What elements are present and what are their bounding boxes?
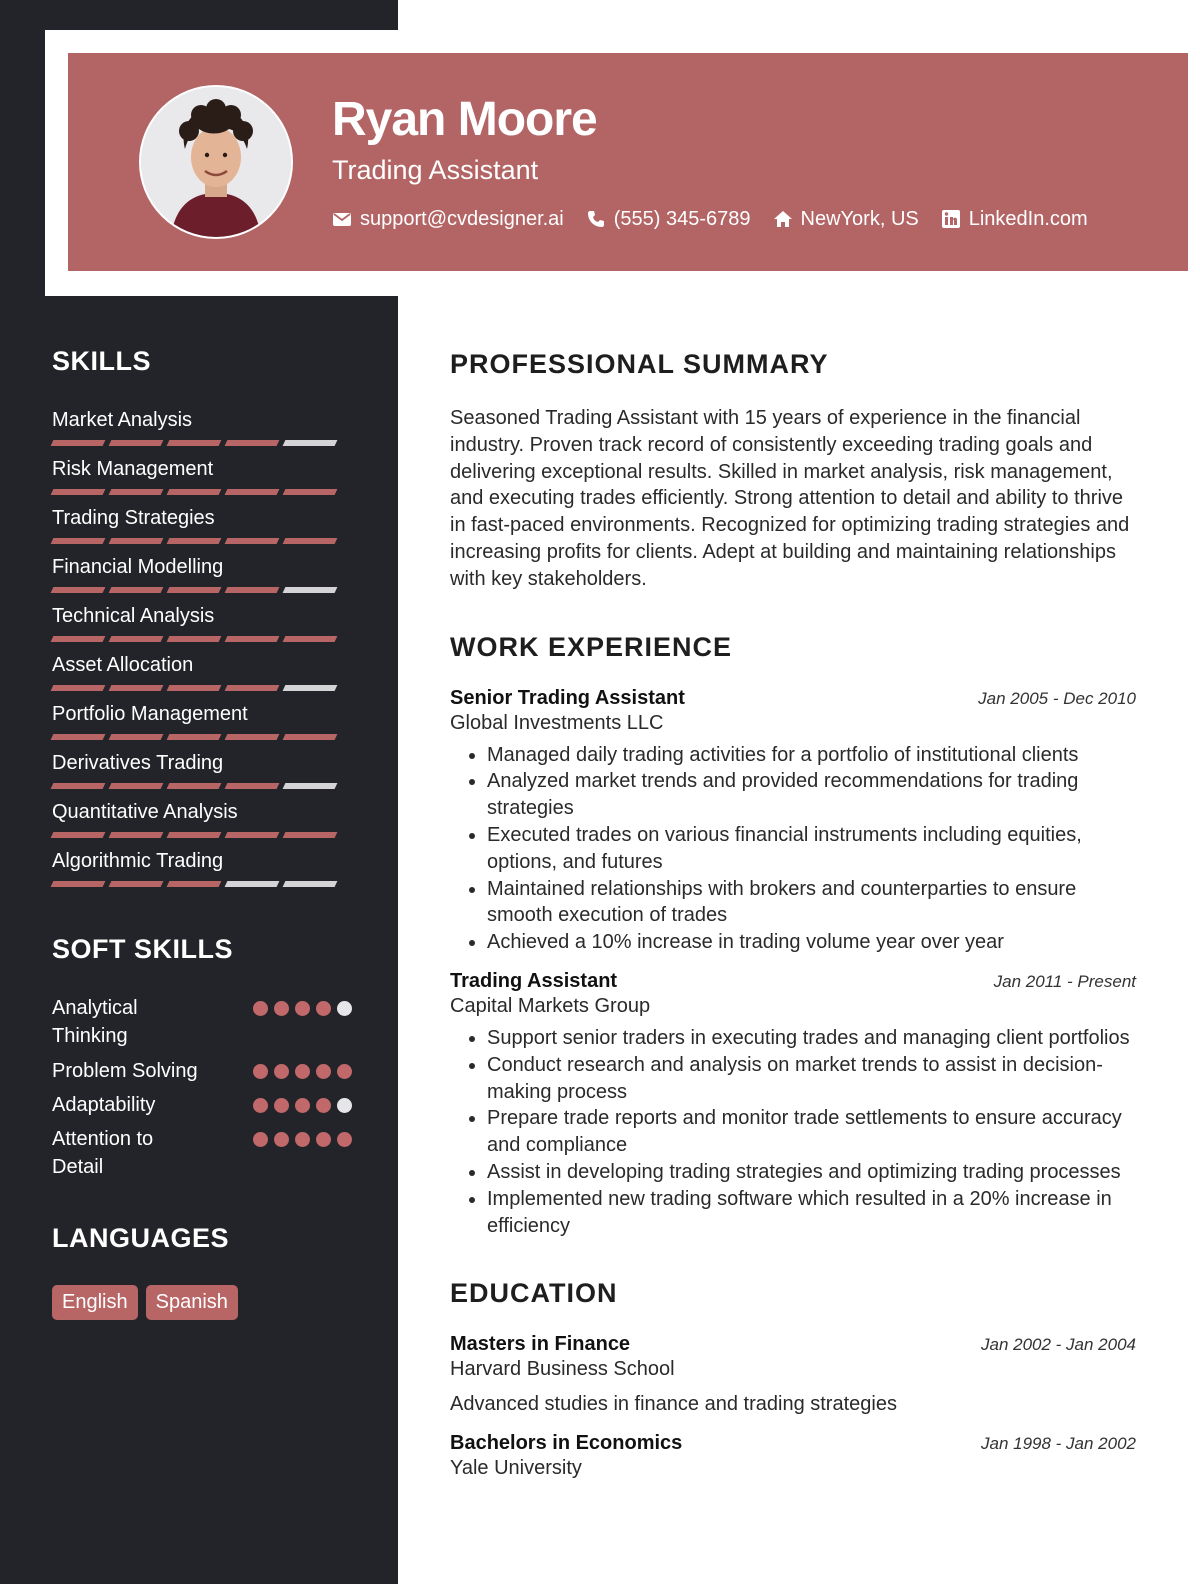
summary-text: Seasoned Trading Assistant with 15 years of experience in the financial industry. Proven track record of consistently exceeding trading goals and delivering exceptional results. Skilled in market analysis, risk management, and executing trades efficiently. Strong attention to detail and ability to thrive in fast-paced environments. Recognized for optimizing trading strategies and increasing profits for clients. Adept at building and maintaining relationships with key stakeholders. [450, 407, 1130, 590]
education-school: Harvard Business School [450, 1358, 675, 1381]
experience-header [450, 687, 1136, 710]
contact-email[interactable] [332, 208, 564, 231]
skill-rating-segment [51, 538, 106, 544]
skill-rating-segment [283, 440, 338, 446]
avatar [139, 85, 293, 239]
skills-list [52, 406, 352, 896]
soft-skill-rating [253, 1001, 352, 1016]
skill-rating-segment [167, 734, 222, 740]
skill-item [52, 553, 352, 602]
skill-item [52, 700, 352, 749]
rating-dot [337, 1064, 352, 1079]
rating-dot [253, 1098, 268, 1113]
skill-label: Financial Modelling [52, 556, 224, 578]
skill-rating-segment [51, 440, 106, 446]
rating-dot [274, 1132, 289, 1147]
job-role: Trading Assistant [450, 969, 618, 992]
job-company: Global Investments LLC [450, 711, 664, 734]
skill-rating-segment [51, 783, 106, 789]
skill-rating-bar [52, 636, 352, 642]
soft-skill-label: Problem Solving [52, 1060, 198, 1082]
languages-heading: LANGUAGES [52, 1223, 230, 1253]
job-bullet: • Assist in developing trading strategies and optimizing trading processes [487, 1159, 1136, 1186]
job-bullet: • Managed daily trading activities for a portfolio of institutional clients [487, 742, 1136, 769]
skill-rating-segment [109, 636, 164, 642]
job-company: Capital Markets Group [450, 994, 651, 1017]
soft-skill-label: Adaptability [52, 1094, 156, 1116]
education-date: Jan 2002 - Jan 2004 [980, 1335, 1136, 1355]
language-badge: Spanish [146, 1285, 238, 1320]
skill-item [52, 749, 352, 798]
skill-rating-segment [167, 538, 222, 544]
skill-rating-segment [109, 440, 164, 446]
skill-rating-segment [225, 587, 280, 593]
skill-rating-segment [225, 685, 280, 691]
experience-heading: WORK EXPERIENCE [450, 631, 733, 662]
soft-skill-item [52, 1091, 352, 1125]
rating-dot [337, 1098, 352, 1113]
education-header [450, 1333, 1136, 1356]
skill-rating-segment [225, 489, 280, 495]
rating-dot [253, 1001, 268, 1016]
skill-rating-bar [52, 734, 352, 740]
soft-skill-label: Attention to Detail [52, 1128, 154, 1178]
skill-label: Algorithmic Trading [52, 850, 224, 872]
skill-rating-bar [52, 832, 352, 838]
rating-dot [253, 1064, 268, 1079]
education-degree: Bachelors in Economics [450, 1432, 683, 1455]
skill-rating-segment [167, 881, 222, 887]
experience-list [450, 687, 1136, 1240]
contact-phone-text: (555) 345-6789 [613, 207, 751, 230]
contact-location [773, 208, 919, 231]
skill-rating-segment [109, 538, 164, 544]
skill-item [52, 602, 352, 651]
soft-skill-rating [253, 1098, 352, 1113]
skill-label: Technical Analysis [52, 605, 215, 627]
skill-item [52, 406, 352, 455]
skill-rating-segment [109, 489, 164, 495]
skill-rating-segment [283, 881, 338, 887]
rating-dot [337, 1132, 352, 1147]
education-heading: EDUCATION [450, 1278, 618, 1309]
rating-dot [295, 1064, 310, 1079]
skill-rating-segment [167, 636, 222, 642]
candidate-name: Ryan Moore [332, 93, 597, 146]
job-bullets [450, 1025, 1136, 1239]
linkedin-icon [941, 209, 961, 229]
skill-rating-segment [51, 685, 106, 691]
skill-label: Quantitative Analysis [52, 801, 238, 823]
soft-skills-heading: SOFT SKILLS [52, 934, 233, 964]
skill-label: Portfolio Management [52, 703, 248, 725]
skill-rating-bar [52, 538, 352, 544]
skill-rating-segment [109, 734, 164, 740]
education-school: Yale University [450, 1457, 582, 1480]
summary-heading: PROFESSIONAL SUMMARY [450, 349, 829, 379]
skill-label: Risk Management [52, 458, 214, 480]
languages-list [52, 1285, 238, 1320]
rating-dot [295, 1132, 310, 1147]
skill-rating-segment [225, 734, 280, 740]
main-content [450, 340, 1136, 1482]
phone-icon [586, 209, 606, 229]
experience-item [450, 970, 1136, 1239]
skill-rating-bar [52, 881, 352, 887]
rating-dot [295, 1001, 310, 1016]
skill-rating-segment [109, 832, 164, 838]
home-icon [773, 209, 793, 229]
rating-dot [316, 1001, 331, 1016]
rating-dot [316, 1098, 331, 1113]
education-date: Jan 1998 - Jan 2002 [980, 1434, 1136, 1454]
job-date: Jan 2011 - Present [993, 971, 1136, 991]
job-role: Senior Trading Assistant [450, 686, 685, 709]
skill-rating-segment [51, 832, 106, 838]
job-date: Jan 2005 - Dec 2010 [978, 688, 1136, 708]
skill-label: Market Analysis [52, 409, 193, 431]
rating-dot [274, 1098, 289, 1113]
skill-rating-segment [283, 538, 338, 544]
rating-dot [274, 1064, 289, 1079]
job-bullet: • Executed trades on various financial instruments including equities, options, and futures [487, 822, 1136, 876]
skill-rating-bar [52, 685, 352, 691]
skill-rating-segment [283, 489, 338, 495]
job-bullet: • Support senior traders in executing trades and managing client portfolios [487, 1025, 1136, 1052]
skill-label: Derivatives Trading [52, 752, 224, 774]
skill-rating-segment [225, 636, 280, 642]
skill-rating-segment [225, 783, 280, 789]
candidate-title: Trading Assistant [332, 155, 539, 185]
soft-skills-list [52, 994, 352, 1181]
skill-rating-bar [52, 489, 352, 495]
education-description: Advanced studies in finance and trading strategies [450, 1393, 897, 1416]
job-bullet: • Maintained relationships with brokers and counterparties to ensure smooth execution of trades [487, 876, 1136, 930]
skill-rating-segment [225, 440, 280, 446]
skill-rating-segment [51, 881, 106, 887]
contact-linkedin-text: LinkedIn.com [968, 207, 1088, 230]
contact-linkedin[interactable] [941, 208, 1088, 231]
job-bullet: • Conduct research and analysis on market trends to assist in decision-making process [487, 1052, 1136, 1106]
rating-dot [253, 1132, 268, 1147]
education-item [450, 1432, 1136, 1482]
skill-item [52, 504, 352, 553]
skill-rating-segment [283, 587, 338, 593]
skill-rating-segment [167, 489, 222, 495]
education-degree: Masters in Finance [450, 1333, 631, 1356]
skill-rating-segment [51, 489, 106, 495]
skill-rating-segment [51, 587, 106, 593]
experience-header [450, 970, 1136, 993]
education-list [450, 1333, 1136, 1482]
skill-rating-segment [225, 538, 280, 544]
rating-dot [295, 1098, 310, 1113]
skill-item [52, 455, 352, 504]
rating-dot [316, 1064, 331, 1079]
skill-rating-segment [225, 881, 280, 887]
job-bullet: • Achieved a 10% increase in trading volume year over year [487, 929, 1136, 956]
skill-rating-segment [109, 881, 164, 887]
skill-item [52, 847, 352, 896]
soft-skill-label: Analytical Thinking [52, 997, 138, 1047]
skill-rating-segment [51, 636, 106, 642]
contact-location-text: NewYork, US [800, 207, 919, 230]
skill-rating-segment [283, 783, 338, 789]
skill-rating-segment [167, 685, 222, 691]
education-header [450, 1432, 1136, 1455]
skill-label: Asset Allocation [52, 654, 194, 676]
profile-photo [141, 87, 291, 237]
skill-rating-segment [109, 783, 164, 789]
contact-email-text: support@cvdesigner.ai [360, 207, 564, 230]
language-badge: English [52, 1285, 138, 1320]
skill-rating-segment [283, 832, 338, 838]
job-bullet: • Analyzed market trends and provided recommendations for trading strategies [487, 768, 1136, 822]
skill-rating-segment [283, 636, 338, 642]
skill-rating-segment [167, 832, 222, 838]
contact-row [332, 204, 1110, 234]
soft-skill-rating [253, 1064, 352, 1079]
job-bullet: • Prepare trade reports and monitor trade settlements to ensure accuracy and compliance [487, 1105, 1136, 1159]
skill-rating-segment [283, 685, 338, 691]
skill-item [52, 651, 352, 700]
skill-rating-segment [109, 587, 164, 593]
skills-heading: SKILLS [52, 346, 152, 376]
soft-skill-rating [253, 1132, 352, 1147]
education-item [450, 1333, 1136, 1418]
rating-dot [337, 1001, 352, 1016]
skill-rating-segment [225, 832, 280, 838]
contact-phone[interactable] [586, 208, 751, 231]
skill-rating-bar [52, 587, 352, 593]
skill-rating-segment [51, 734, 106, 740]
job-bullet: • Implemented new trading software which resulted in a 20% increase in efficiency [487, 1186, 1136, 1240]
soft-skill-item [52, 1057, 352, 1091]
skill-rating-segment [167, 587, 222, 593]
skill-rating-bar [52, 440, 352, 446]
skill-rating-segment [109, 685, 164, 691]
soft-skill-item [52, 994, 352, 1057]
skill-rating-segment [167, 783, 222, 789]
envelope-icon [332, 209, 352, 229]
soft-skill-item [52, 1125, 352, 1181]
skill-rating-segment [283, 734, 338, 740]
rating-dot [274, 1001, 289, 1016]
experience-item [450, 687, 1136, 956]
skill-label: Trading Strategies [52, 507, 215, 529]
skill-rating-segment [167, 440, 222, 446]
rating-dot [316, 1132, 331, 1147]
skill-rating-bar [52, 783, 352, 789]
job-bullets [450, 742, 1136, 956]
skill-item [52, 798, 352, 847]
